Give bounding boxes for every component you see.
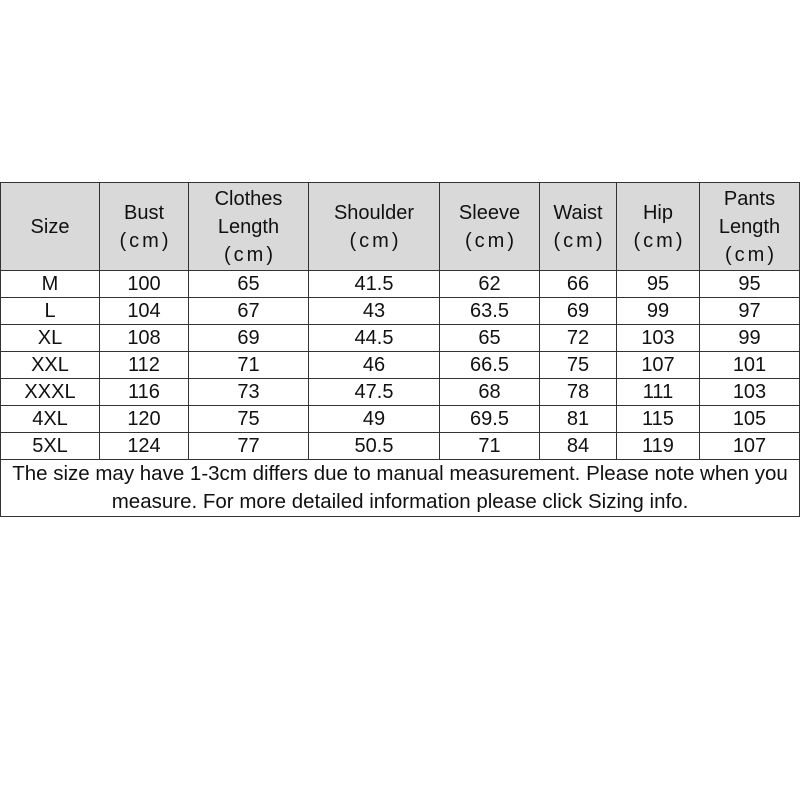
cell-size: 4XL xyxy=(0,406,100,433)
cell-clothes-length: 77 xyxy=(189,433,309,460)
cell-shoulder: 44.5 xyxy=(309,325,440,352)
cell-pants-length: 95 xyxy=(700,271,800,298)
cell-waist: 66 xyxy=(540,271,617,298)
header-label: Bust xyxy=(123,201,165,224)
note-line: measure. For more detailed information please click Sizing info. xyxy=(111,490,689,513)
header-label: Sleeve xyxy=(458,201,521,224)
cell-size: XL xyxy=(0,325,100,352)
header-label: Hip xyxy=(642,201,673,224)
cell-clothes-length: 75 xyxy=(189,406,309,433)
header-label: Shoulder xyxy=(333,201,415,224)
cell-sleeve: 62 xyxy=(440,271,540,298)
cell-bust: 100 xyxy=(100,271,189,298)
header-cell-pants-length xyxy=(700,183,800,271)
cell-pants-length: 99 xyxy=(700,325,800,352)
header-cell-shoulder xyxy=(309,183,440,271)
cell-bust: 112 xyxy=(100,352,189,379)
cell-shoulder: 47.5 xyxy=(309,379,440,406)
cell-clothes-length: 65 xyxy=(189,271,309,298)
cell-hip: 111 xyxy=(617,379,700,406)
header-label: Size xyxy=(30,215,70,238)
cell-waist: 72 xyxy=(540,325,617,352)
cell-clothes-length: 71 xyxy=(189,352,309,379)
cell-bust: 108 xyxy=(100,325,189,352)
header-label: Waist xyxy=(553,201,603,224)
cell-size: 5XL xyxy=(0,433,100,460)
header-unit: (cm) xyxy=(224,243,276,266)
header-unit: (cm) xyxy=(119,229,172,252)
cell-bust: 104 xyxy=(100,298,189,325)
cell-waist: 75 xyxy=(540,352,617,379)
size-chart-table xyxy=(0,182,800,517)
header-cell-bust xyxy=(100,183,189,271)
header-cell-clothes-length xyxy=(189,183,309,271)
cell-clothes-length: 67 xyxy=(189,298,309,325)
header-unit: (cm) xyxy=(349,229,402,252)
cell-size: XXXL xyxy=(0,379,100,406)
header-unit: (cm) xyxy=(725,243,777,266)
measurement-note xyxy=(0,460,800,517)
header-label: Pants Length xyxy=(718,187,781,238)
cell-waist: 78 xyxy=(540,379,617,406)
cell-pants-length: 105 xyxy=(700,406,800,433)
cell-size: L xyxy=(0,298,100,325)
cell-size: M xyxy=(0,271,100,298)
cell-sleeve: 68 xyxy=(440,379,540,406)
cell-shoulder: 46 xyxy=(309,352,440,379)
cell-pants-length: 107 xyxy=(700,433,800,460)
cell-shoulder: 41.5 xyxy=(309,271,440,298)
note-line: The size may have 1-3cm differs due to manual measurement. Please note when you xyxy=(12,462,788,485)
cell-hip: 119 xyxy=(617,433,700,460)
header-cell-sleeve xyxy=(440,183,540,271)
cell-hip: 99 xyxy=(617,298,700,325)
cell-waist: 84 xyxy=(540,433,617,460)
cell-clothes-length: 69 xyxy=(189,325,309,352)
cell-pants-length: 101 xyxy=(700,352,800,379)
header-unit: (cm) xyxy=(465,229,517,252)
cell-bust: 124 xyxy=(100,433,189,460)
cell-sleeve: 65 xyxy=(440,325,540,352)
cell-hip: 115 xyxy=(617,406,700,433)
cell-size: XXL xyxy=(0,352,100,379)
cell-pants-length: 97 xyxy=(700,298,800,325)
header-label: Clothes Length xyxy=(214,187,283,238)
cell-hip: 103 xyxy=(617,325,700,352)
cell-waist: 69 xyxy=(540,298,617,325)
header-cell-waist xyxy=(540,183,617,271)
cell-hip: 107 xyxy=(617,352,700,379)
cell-pants-length: 103 xyxy=(700,379,800,406)
cell-bust: 116 xyxy=(100,379,189,406)
cell-clothes-length: 73 xyxy=(189,379,309,406)
cell-sleeve: 71 xyxy=(440,433,540,460)
cell-shoulder: 43 xyxy=(309,298,440,325)
cell-waist: 81 xyxy=(540,406,617,433)
cell-bust: 120 xyxy=(100,406,189,433)
cell-hip: 95 xyxy=(617,271,700,298)
header-unit: (cm) xyxy=(633,229,686,252)
cell-sleeve: 66.5 xyxy=(440,352,540,379)
cell-shoulder: 50.5 xyxy=(309,433,440,460)
header-unit: (cm) xyxy=(553,229,606,252)
cell-shoulder: 49 xyxy=(309,406,440,433)
cell-sleeve: 69.5 xyxy=(440,406,540,433)
header-cell-hip xyxy=(617,183,700,271)
header-cell-size xyxy=(0,183,100,271)
cell-sleeve: 63.5 xyxy=(440,298,540,325)
